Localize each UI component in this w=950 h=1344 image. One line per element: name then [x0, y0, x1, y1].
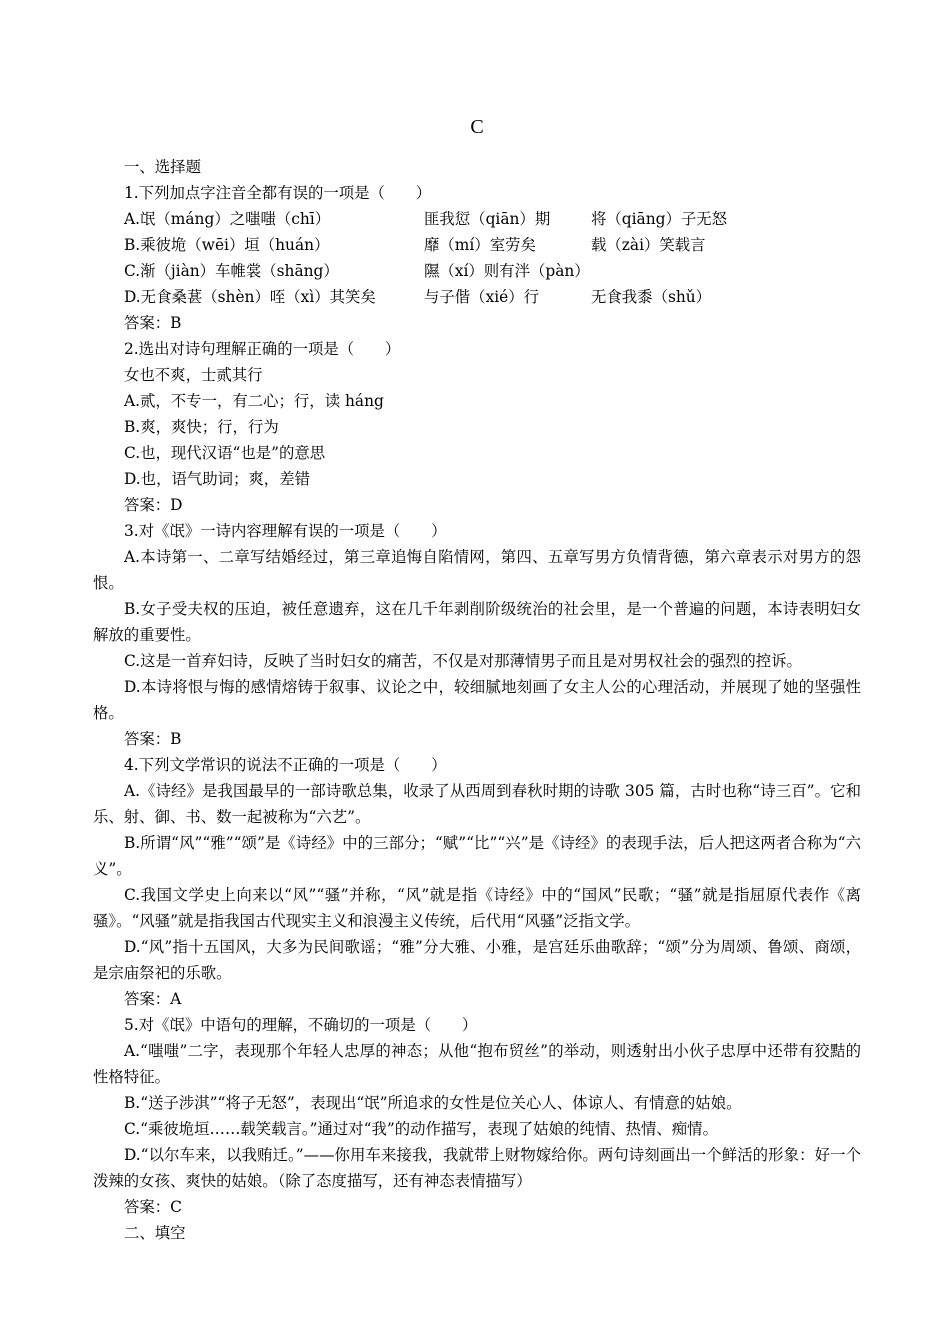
option-text: 与子偕（xié）行 — [424, 288, 540, 306]
option-text: D.“以尔车来，以我贿迁。”——你用车来接我，我就带上财物嫁给你。两句诗刻画出一个鲜活的形象：好一个泼辣的女孩、爽快的姑娘。（除了态度描写，还有神态表情描写） — [93, 1146, 861, 1190]
option-text: A.氓（máng）之嗤嗤（chī） — [124, 210, 331, 228]
option-row — [93, 284, 861, 310]
question-stem: 1.下列加点字注音全都有误的一项是（ ） — [124, 184, 432, 202]
poem-quote: 女也不爽，士贰其行 — [124, 366, 263, 384]
option-text: D.也，语气助词；爽，差错 — [124, 470, 310, 488]
question-stem: 5.对《氓》中语句的理解，不确切的一项是（ ） — [124, 1016, 478, 1034]
option-text: 将（qiāng）子无怒 — [591, 210, 728, 228]
option-text: B.所谓“风”“雅”“颂”是《诗经》中的三部分；“赋”“比”“兴”是《诗经》的表现手法，后人把这两者合称为“六义”。 — [93, 834, 861, 878]
option-text: 匪我愆（qiān）期 — [424, 210, 551, 228]
option-text: 无食我黍（shǔ） — [591, 288, 712, 306]
option-text: D.无食桑葚（shèn）咥（xì）其笑矣 — [124, 288, 376, 306]
question-stem: 4.下列文学常识的说法不正确的一项是（ ） — [124, 756, 447, 774]
option-text: B.乘彼垝（wēi）垣（huán） — [124, 236, 330, 254]
option-text: 载（zài）笑载言 — [591, 236, 706, 254]
section-heading: 一、选择题 — [124, 158, 201, 176]
answer-line: 答案：B — [124, 314, 182, 332]
question-stem: 3.对《氓》一诗内容理解有误的一项是（ ） — [124, 522, 447, 540]
answer-line: 答案：B — [124, 730, 182, 748]
option-text: C.也，现代汉语“也是”的意思 — [124, 444, 326, 462]
answer-line: 答案：C — [124, 1198, 182, 1216]
option-text: B.“送子涉淇”“将子无怒”，表现出“氓”所追求的女性是位关心人、体谅人、有情意的姑娘。 — [124, 1094, 742, 1112]
option-text: D.本诗将恨与悔的感情熔铸于叙事、议论之中，较细腻地刻画了女主人公的心理活动，并展现了她的坚强性格。 — [93, 678, 861, 722]
option-text: 隰（xí）则有泮（pàn） — [424, 262, 590, 280]
option-text: B.女子受夫权的压迫，被任意遗弃，这在几千年剥削阶级统治的社会里，是一个普遍的问题，本诗表明妇女解放的重要性。 — [93, 600, 861, 644]
document-page — [93, 112, 861, 1246]
question-stem: 2.选出对诗句理解正确的一项是（ ） — [124, 340, 401, 358]
option-row — [93, 206, 861, 232]
option-text: B.爽，爽快；行，行为 — [124, 418, 279, 436]
option-text: C.我国文学史上向来以“风”“骚”并称，“风”就是指《诗经》中的“国风”民歌；“骚”就是指屈原代表作《离骚》。“风骚”就是指我国古代现实主义和浪漫主义传统，后代用“风骚”泛指文学。 — [93, 886, 861, 930]
page-title: C — [470, 116, 484, 138]
option-text: D.“风”指十五国风，大多为民间歌谣；“雅”分大雅、小雅，是宫廷乐曲歌辞；“颂”分为周颂、鲁颂、商颂，是宗庙祭祀的乐歌。 — [93, 938, 861, 982]
answer-line: 答案：A — [124, 990, 182, 1008]
answer-line: 答案：D — [124, 496, 183, 514]
option-text: C.这是一首弃妇诗，反映了当时妇女的痛苦，不仅是对那薄情男子而且是对男权社会的强烈的控诉。 — [124, 652, 802, 670]
option-text: C.“乘彼垝垣……载笑载言。”通过对“我”的动作描写，表现了姑娘的纯情、热情、痴情。 — [124, 1120, 718, 1138]
option-text: 靡（mí）室劳矣 — [424, 236, 536, 254]
section-heading: 二、填空 — [124, 1224, 186, 1242]
option-text: A.贰，不专一，有二心；行，读 háng — [124, 392, 384, 410]
option-text: A.本诗第一、二章写结婚经过，第三章追悔自陷情网，第四、五章写男方负情背德，第六章表示对男方的怨恨。 — [93, 548, 861, 592]
option-row — [93, 232, 861, 258]
option-text: A.《诗经》是我国最早的一部诗歌总集，收录了从西周到春秋时期的诗歌 305 篇，古时也称“诗三百”。它和乐、射、御、书、数一起被称为“六艺”。 — [93, 782, 861, 826]
option-row — [93, 258, 861, 284]
option-text: C.渐（jiàn）车帷裳（shāng） — [124, 262, 339, 280]
option-text: A.“嗤嗤”二字，表现那个年轻人忠厚的神态；从他“抱布贸丝”的举动，则透射出小伙子忠厚中还带有狡黠的性格特征。 — [93, 1042, 861, 1086]
